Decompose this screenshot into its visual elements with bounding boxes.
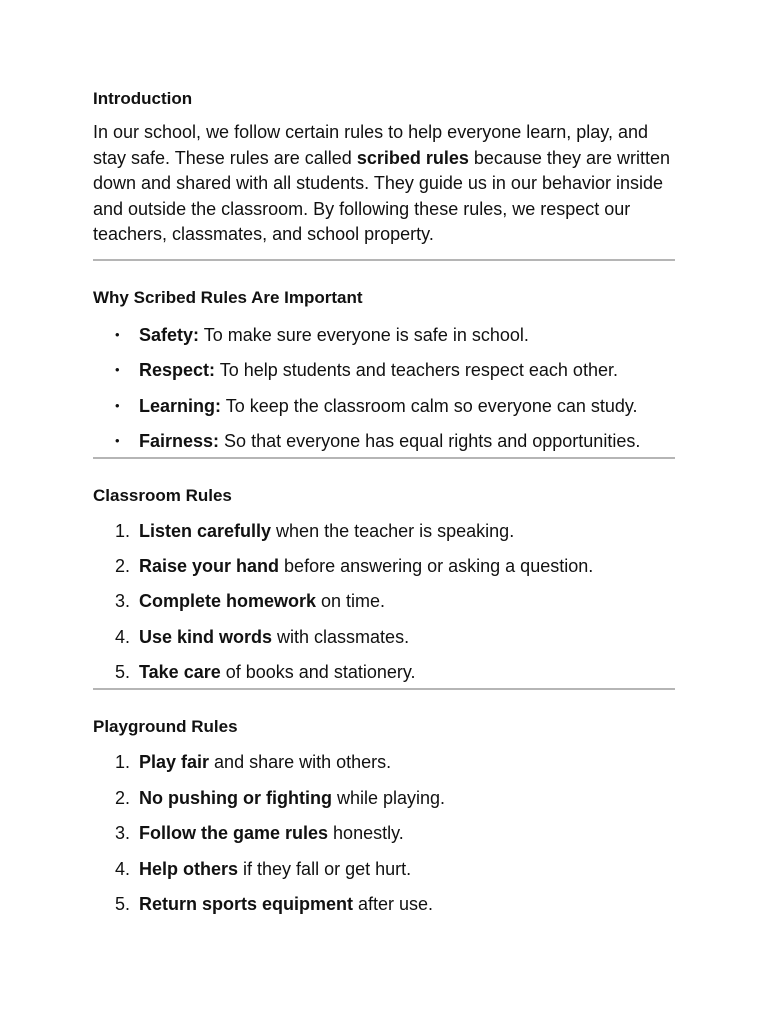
item-bold: Raise your hand [139, 555, 280, 576]
item-text: while playing. [331, 787, 446, 808]
introduction-heading: Introduction [93, 89, 193, 108]
why-list-item [93, 395, 675, 430]
bullet-icon: • [115, 362, 120, 378]
classroom-rule-item [93, 590, 675, 625]
intro-bold-term: scribed rules [356, 147, 469, 168]
item-text: and share with others. [209, 752, 392, 773]
introduction-section [93, 88, 675, 248]
playground-rules-list [93, 751, 675, 928]
bullet-icon: • [115, 397, 120, 413]
item-text: To keep the classroom calm so everyone can study. [221, 395, 638, 416]
playground-rule-item [93, 822, 675, 857]
bullet-icon: • [115, 433, 120, 449]
item-text: To make sure everyone is safe in school. [199, 324, 529, 345]
why-list-item [93, 324, 675, 359]
playground-rules-section [93, 716, 675, 928]
intro-text-1: In our school, we follow certain rules to help everyone learn, play, and stay safe. These rules are called [93, 122, 648, 168]
item-number: 3. [115, 823, 131, 844]
item-bold: Listen carefully [139, 520, 272, 541]
divider [93, 259, 675, 261]
item-bold: Play fair [139, 752, 210, 773]
classroom-rules-section [93, 485, 675, 697]
item-bold: Safety: [139, 324, 200, 345]
playground-rules-heading: Playground Rules [93, 717, 238, 737]
playground-rule-item [93, 751, 675, 786]
item-text: before answering or asking a question. [279, 555, 594, 576]
item-number: 4. [115, 858, 131, 879]
item-number: 3. [115, 591, 131, 612]
classroom-rules-list [93, 520, 675, 697]
item-bold: Respect: [139, 360, 216, 381]
item-bold: Fairness: [139, 431, 220, 452]
item-text: on time. [316, 591, 386, 612]
item-text: after use. [353, 894, 434, 915]
item-bold: Use kind words [139, 626, 273, 647]
why-list-item [93, 430, 675, 465]
why-heading: Why Scribed Rules Are Important [93, 287, 363, 307]
item-number: 5. [115, 662, 131, 683]
classroom-rule-item [93, 555, 675, 590]
item-number: 1. [115, 520, 131, 541]
intro-text-2: because they are written down and shared with all students. They guide us in our behavior inside and outside the classroom. By following these rules, we respect our teachers, classmates, and school property. [93, 147, 670, 245]
item-bold: No pushing or fighting [139, 787, 332, 808]
playground-rule-item [93, 858, 675, 893]
item-number: 2. [115, 787, 131, 808]
item-text: if they fall or get hurt. [238, 858, 412, 879]
why-section [93, 287, 675, 466]
classroom-rules-heading: Classroom Rules [93, 485, 232, 505]
item-bold: Complete homework [139, 591, 317, 612]
introduction-paragraph [93, 120, 675, 248]
item-number: 4. [115, 626, 131, 647]
classroom-rule-item [93, 661, 675, 696]
item-text: honestly. [328, 823, 404, 844]
classroom-rule-item [93, 626, 675, 661]
item-text: with classmates. [272, 626, 410, 647]
item-text: when the teacher is speaking. [271, 520, 515, 541]
item-text: To help students and teachers respect each other. [215, 360, 618, 381]
item-number: 2. [115, 555, 131, 576]
why-list [93, 324, 675, 466]
playground-rule-item [93, 787, 675, 822]
item-bold: Take care [139, 662, 221, 683]
item-number: 1. [115, 752, 131, 773]
playground-rule-item [93, 893, 675, 928]
item-number: 5. [115, 894, 131, 915]
item-text: So that everyone has equal rights and opportunities. [219, 431, 641, 452]
bullet-icon: • [115, 326, 120, 342]
item-bold: Help others [139, 858, 239, 879]
item-text: of books and stationery. [220, 662, 416, 683]
why-list-item [93, 359, 675, 394]
classroom-rule-item [93, 520, 675, 555]
item-bold: Learning: [139, 395, 222, 416]
item-bold: Follow the game rules [139, 823, 329, 844]
item-bold: Return sports equipment [139, 894, 354, 915]
